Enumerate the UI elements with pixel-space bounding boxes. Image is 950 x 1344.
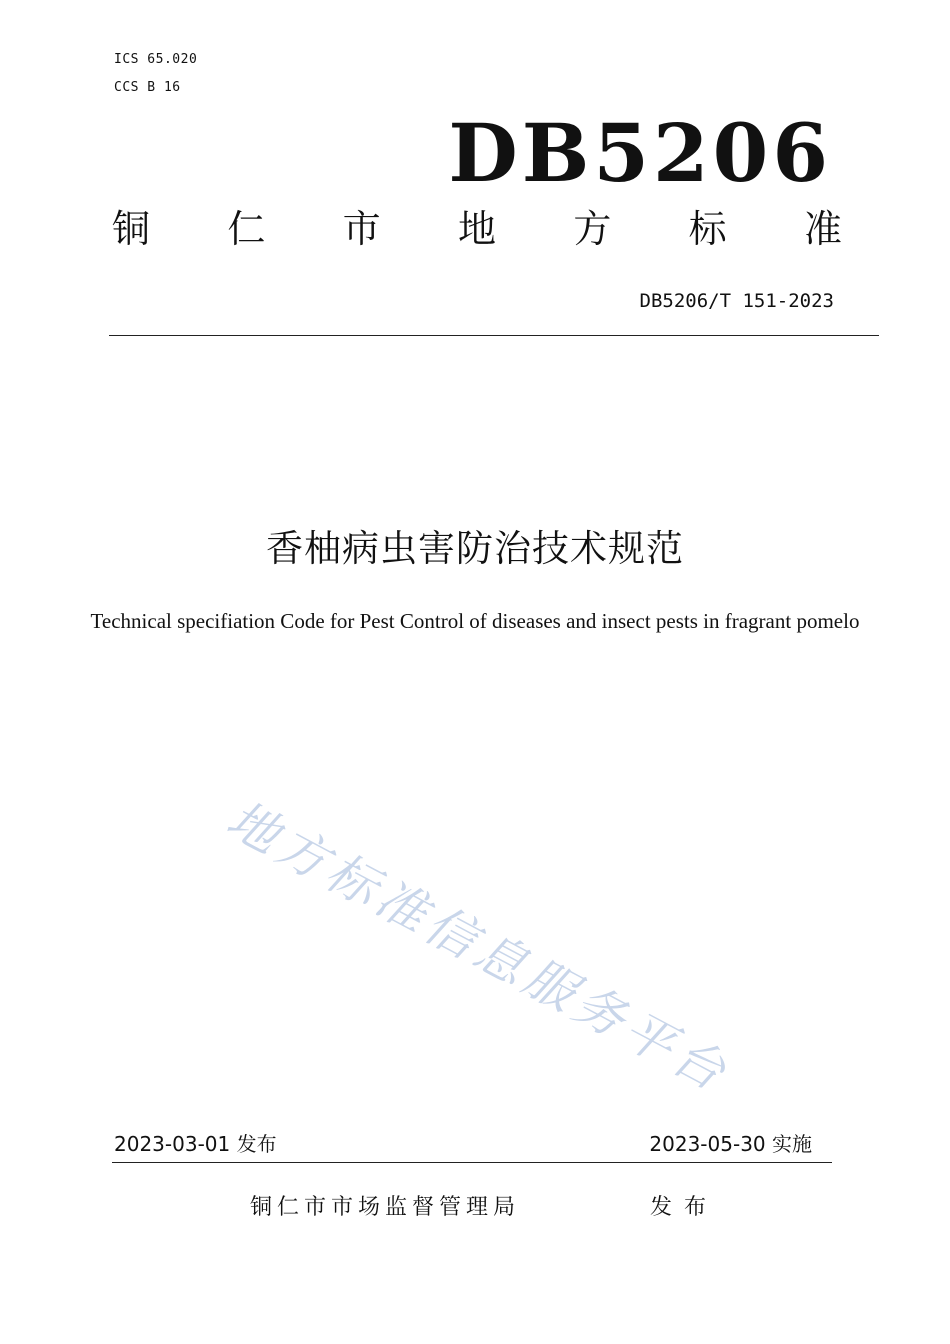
issue-label: 发布 — [650, 1195, 719, 1220]
publish-date: 2023-03-01 发布 — [114, 1132, 277, 1156]
ics-code: ICS 65.020 — [114, 52, 198, 67]
ccs-code: CCS B 16 — [114, 80, 181, 95]
watermark: 地方标准信息服务平台 — [217, 789, 740, 1104]
standard-type-char: 铜 — [112, 207, 151, 251]
standard-type-char: 地 — [457, 207, 496, 251]
standard-number: DB5206/T 151-2023 — [639, 290, 834, 312]
standard-type — [112, 204, 842, 254]
standard-code-logo: DB5206 — [448, 106, 832, 200]
standard-type-char: 准 — [803, 207, 842, 251]
document-title-chinese: 香柚病虫害防治技术规范 — [266, 527, 684, 570]
standard-type-char: 标 — [688, 207, 727, 251]
footer-divider — [112, 1162, 832, 1163]
header-divider — [109, 335, 879, 336]
standard-type-char: 市 — [342, 207, 381, 251]
standard-type-char: 仁 — [227, 207, 266, 251]
issuing-authority: 铜仁市市场监督管理局 — [250, 1195, 521, 1220]
standard-type-char: 方 — [573, 207, 612, 251]
document-title-english: Technical specifiation Code for Pest Control of diseases and insect pests in fragrant pomelo — [90, 609, 860, 633]
implement-date: 2023-05-30 实施 — [649, 1132, 812, 1156]
